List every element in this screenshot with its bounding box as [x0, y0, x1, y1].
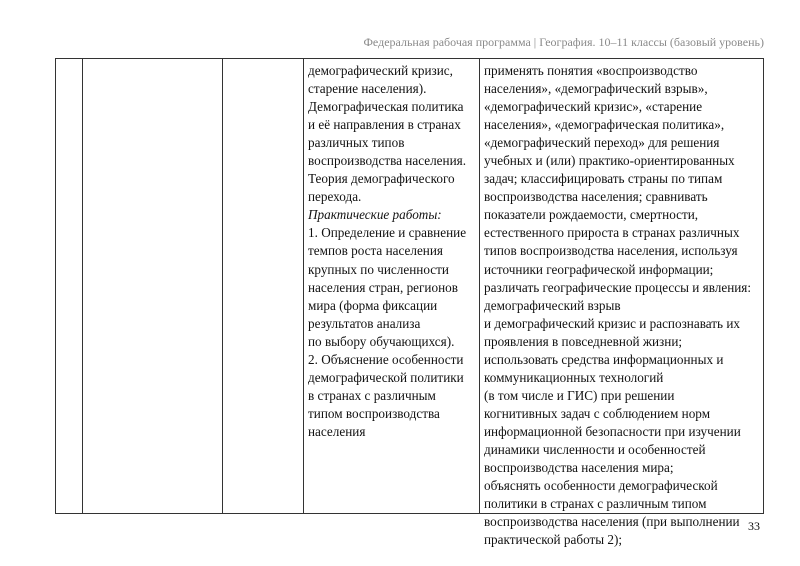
text-line: Теория демографического	[308, 171, 455, 187]
text-line: Практические работы:	[308, 207, 442, 223]
text-line: естественного прироста в странах различных	[484, 225, 740, 241]
text-line: различать географические процессы и явления:	[484, 279, 752, 295]
text-line: динамики численности и особенностей	[484, 441, 706, 457]
column-divider	[303, 59, 304, 513]
text-line: и демографический кризис и распознавать их	[484, 315, 740, 331]
text-line: в странах с различным	[308, 387, 436, 403]
text-line: показатели рождаемости, смертности,	[484, 207, 699, 223]
text-line: когнитивных задач с соблюдением норм	[484, 405, 711, 421]
activities-cell	[484, 62, 751, 549]
column-divider	[82, 59, 83, 513]
text-line: населения», «демографическая политика»,	[484, 117, 725, 133]
column-divider	[222, 59, 223, 513]
text-line: политики в странах с различным типом	[484, 496, 707, 512]
text-line: источники географической информации;	[484, 261, 714, 277]
running-header: Федеральная рабочая программа | География. 10–11 классы (базовый уровень)	[363, 35, 764, 49]
text-line: и её направления в странах	[308, 117, 461, 133]
text-line: применять понятия «воспроизводство	[484, 63, 698, 78]
text-line: проявления в повседневной жизни;	[484, 333, 683, 349]
text-line: практической работы 2);	[484, 532, 623, 548]
text-line: 2. Объяснение особенности	[308, 351, 464, 367]
content-cell	[308, 62, 466, 441]
text-line: учебных и (или) практико-ориентированных	[484, 153, 735, 169]
column-divider	[479, 59, 480, 513]
text-line: перехода.	[308, 189, 362, 205]
text-line: 1. Определение и сравнение	[308, 225, 467, 241]
text-line: воспроизводства населения.	[308, 153, 466, 169]
text-line: объяснять особенности демографической	[484, 478, 718, 494]
text-line: Демографическая политика	[308, 99, 464, 115]
text-line: воспроизводства населения (при выполнении	[484, 514, 740, 530]
text-line: по выбору обучающихся).	[308, 333, 455, 349]
text-line: (в том числе и ГИС) при решении	[484, 387, 675, 403]
page-number: 33	[748, 519, 760, 533]
text-line: населения», «демографический взрыв»,	[484, 81, 708, 97]
text-line: воспроизводства населения; сравнивать	[484, 189, 708, 205]
text-line: старение населения).	[308, 81, 427, 97]
text-line: информационной безопасности при изучении	[484, 423, 741, 439]
text-line: «демографический переход» для решения	[484, 135, 720, 151]
text-line: населения	[308, 423, 366, 439]
text-line: типов воспроизводства населения, используя	[484, 243, 738, 259]
text-line: результатов анализа	[308, 315, 421, 331]
text-line: населения стран, регионов	[308, 279, 458, 295]
text-line: воспроизводства населения мира;	[484, 460, 674, 476]
text-line: демографической политики	[308, 369, 464, 385]
text-line: демографический взрыв	[484, 297, 621, 313]
text-line: коммуникационных технологий	[484, 369, 664, 385]
text-line: типом воспроизводства	[308, 405, 440, 421]
text-line: использовать средства информационных и	[484, 351, 724, 367]
text-line: демографический кризис,	[308, 63, 453, 78]
text-line: мира (форма фиксации	[308, 297, 438, 313]
text-line: различных типов	[308, 135, 405, 151]
text-line: крупных по численности	[308, 261, 449, 277]
text-line: темпов роста населения	[308, 243, 443, 259]
text-line: задач; классифицировать страны по типам	[484, 171, 723, 187]
text-line: «демографический кризис», «старение	[484, 99, 703, 115]
